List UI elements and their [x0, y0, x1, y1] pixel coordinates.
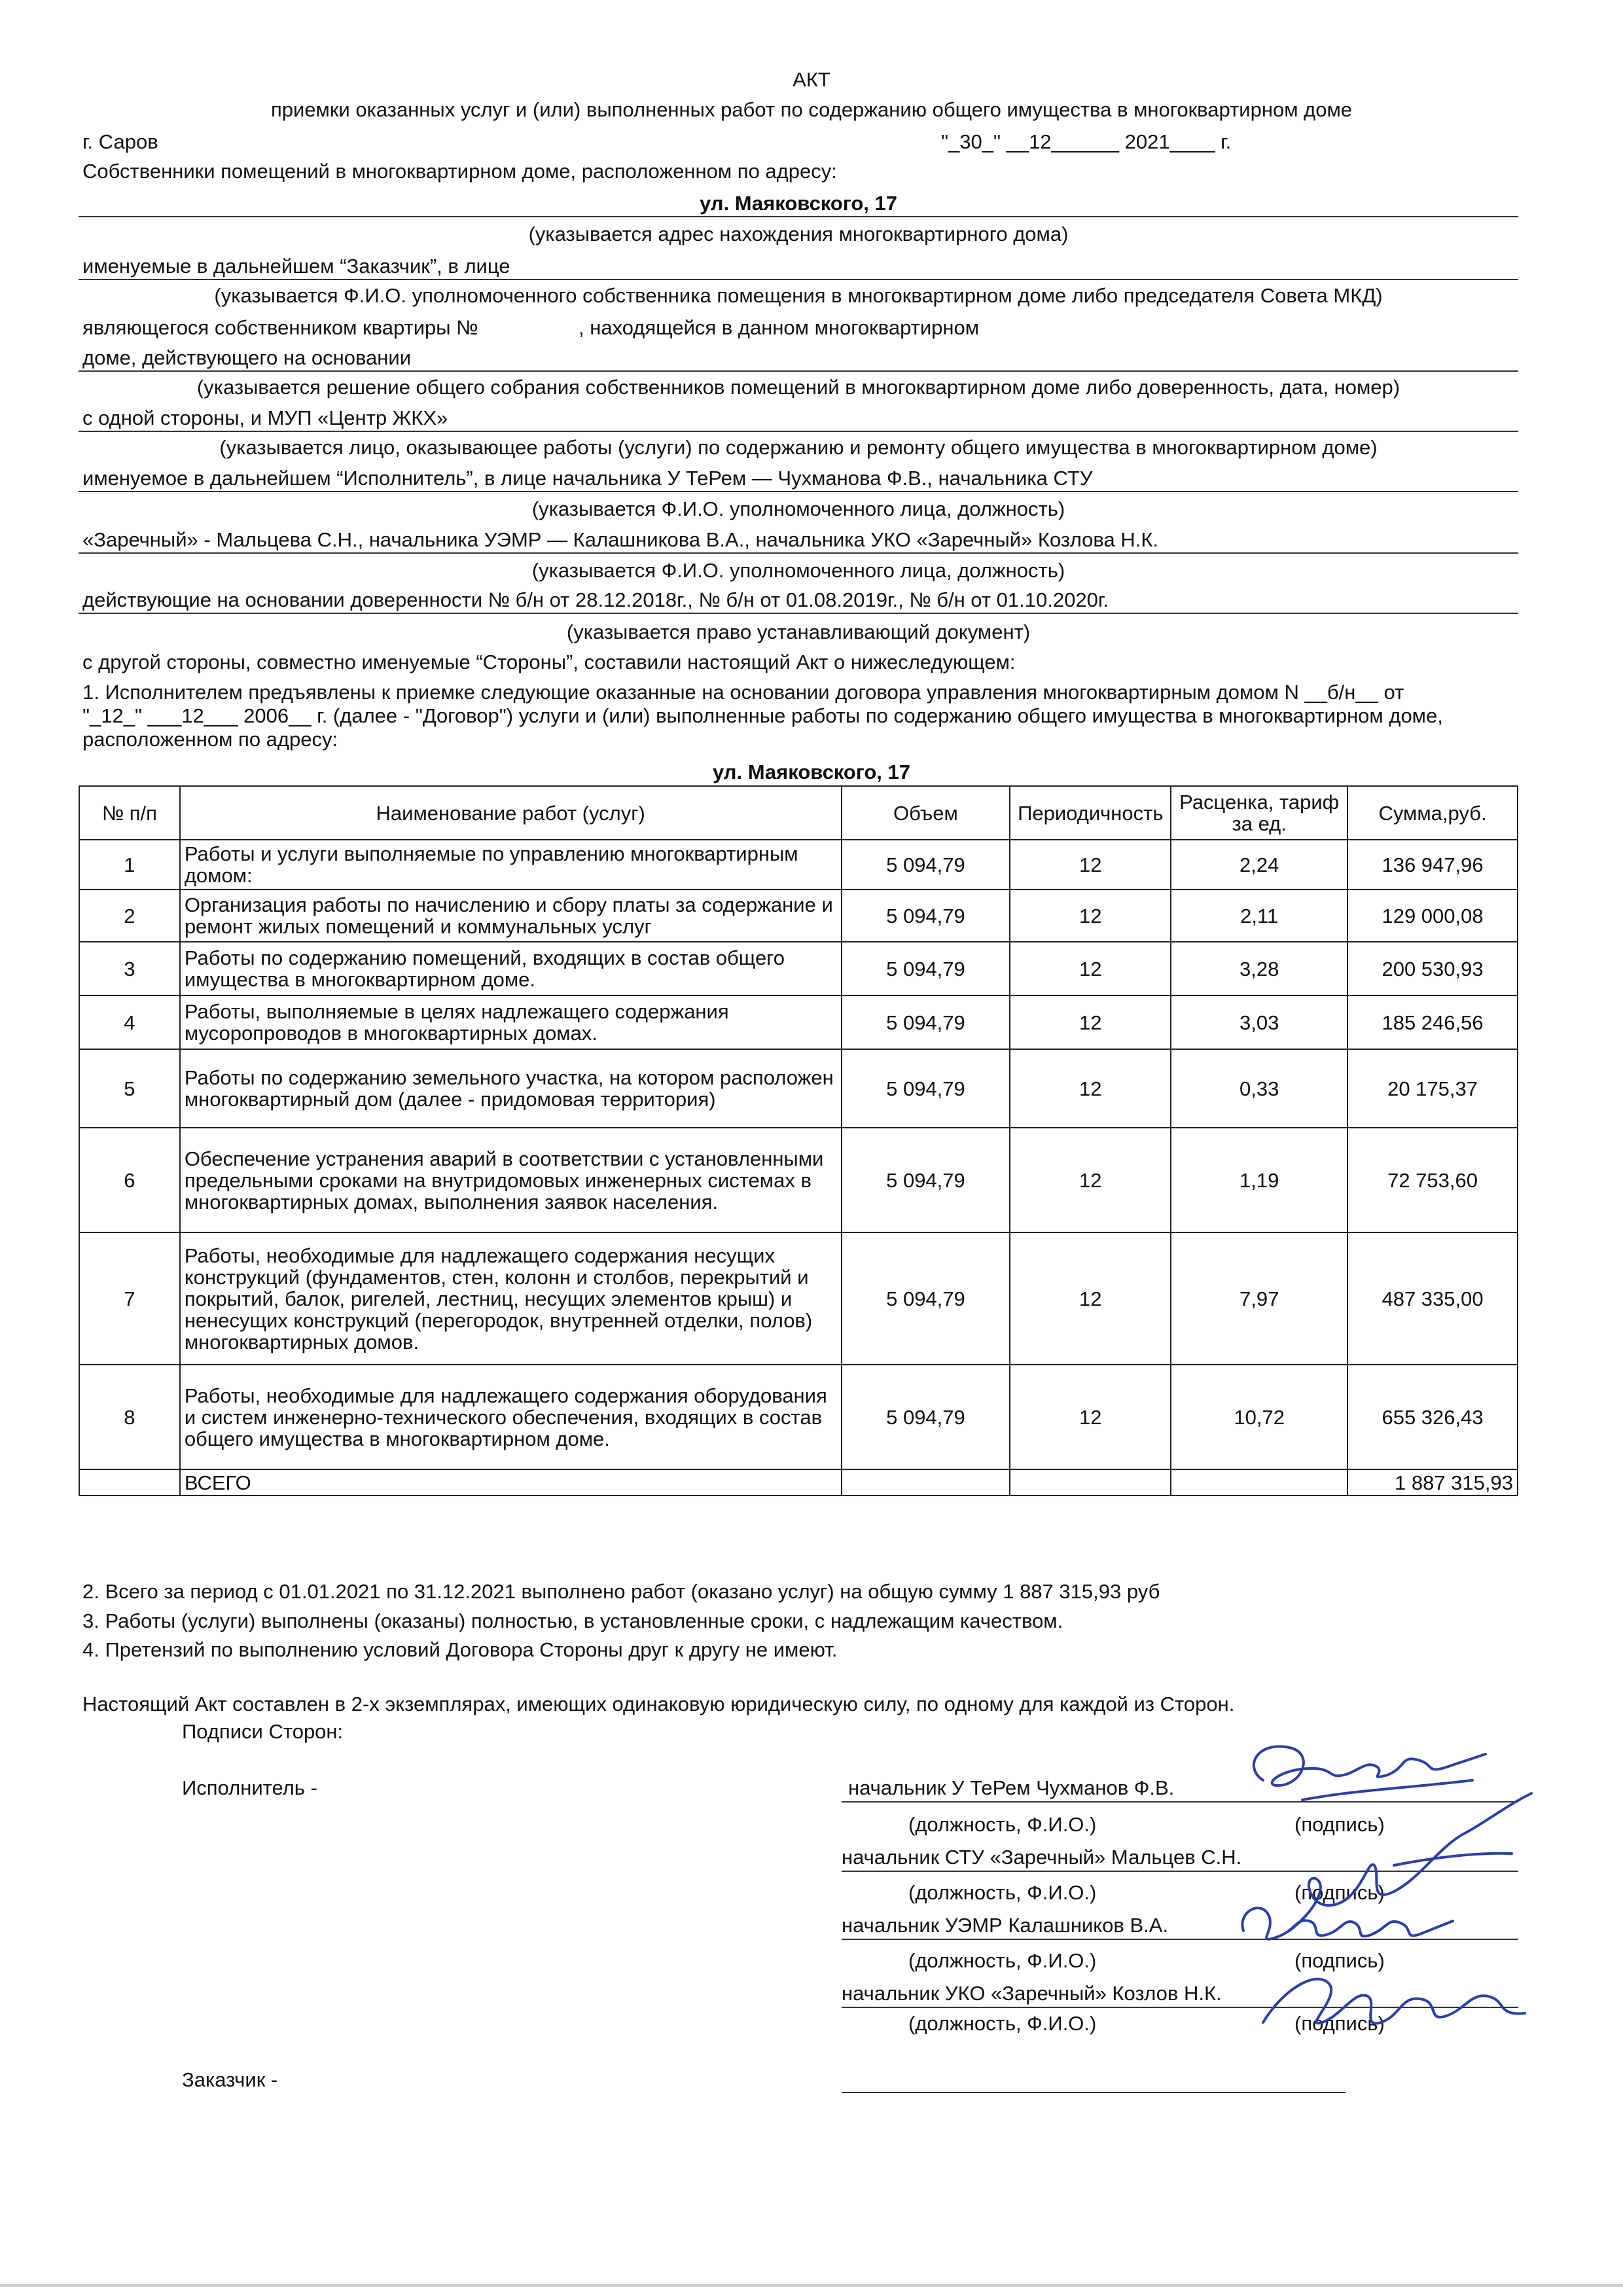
owners-intro: Собственники помещений в многоквартирном доме, расположенном по адресу:	[82, 160, 837, 183]
row-num: 4	[79, 996, 180, 1049]
executor-label: Исполнитель -	[182, 1776, 317, 1799]
row-name: Работы и услуги выполняемые по управлению многоквартирным домом:	[180, 840, 842, 889]
row-num: 8	[79, 1365, 180, 1469]
clause-4: 4. Претензий по выполнению условий Договора Стороны друг к другу не имеют.	[82, 1638, 838, 1661]
row-volume: 5 094,79	[842, 1232, 1010, 1365]
clause-1-line-2: "_12_" ___12___ 2006__ г. (далее - "Договор") услуги и (или) выполненные работы по содержанию общего имущества в многоквартирном доме,	[82, 704, 1443, 727]
row-period: 12	[1010, 1049, 1171, 1128]
divider	[79, 279, 1518, 280]
total-label: ВСЕГО	[180, 1469, 842, 1496]
row-volume: 5 094,79	[842, 942, 1010, 996]
table-header-row	[79, 786, 1518, 840]
row-sum: 72 753,60	[1347, 1128, 1518, 1232]
contractor-hint: (указывается лицо, оказывающее работы (услуги) по содержанию и ремонту общего имущества в многоквартирном доме)	[219, 436, 1378, 459]
total-empty	[842, 1469, 1010, 1496]
works-table	[79, 785, 1518, 1496]
contractor-line: с одной стороны, и МУП «Центр ЖКХ»	[82, 406, 448, 429]
handwritten-signature-3	[1230, 1885, 1466, 1957]
document-date: "_30_" __12______ 2021____ г.	[941, 130, 1232, 153]
row-name: Организация работы по начислению и сбору платы за содержание и ремонт жилых помещений и коммунальных услуг	[180, 889, 842, 942]
row-rate: 3,03	[1171, 996, 1347, 1049]
row-num: 7	[79, 1232, 180, 1365]
owner-line-a: являющегося собственником квартиры №	[82, 316, 478, 339]
divider	[79, 613, 1518, 614]
row-name: Работы, необходимые для надлежащего содержания оборудования и систем инженерно-технического обеспечения, входящих в состав общего имущества в многоквартирном доме.	[180, 1365, 842, 1469]
divider	[79, 491, 1518, 492]
row-num: 3	[79, 942, 180, 996]
row-rate: 10,72	[1171, 1365, 1347, 1469]
header-rate: Расценка, тариф за ед.	[1171, 786, 1347, 840]
table-row	[79, 1049, 1518, 1128]
city: г. Саров	[82, 130, 158, 153]
row-rate: 1,19	[1171, 1128, 1347, 1232]
signatures-title: Подписи Сторон:	[182, 1720, 344, 1743]
copies-note: Настоящий Акт составлен в 2-х экземплярах, имеющих одинаковую юридическую силу, по одному для каждой из Сторон.	[82, 1693, 1235, 1715]
customer-line: именуемые в дальнейшем “Заказчик”, в лице	[82, 255, 510, 278]
total-empty	[1171, 1469, 1347, 1496]
row-sum: 129 000,08	[1347, 889, 1518, 942]
clause-3: 3. Работы (услуги) выполнены (оказаны) полностью, в установленные сроки, с надлежащим качеством.	[82, 1609, 1063, 1632]
row-period: 12	[1010, 1232, 1171, 1365]
row-period: 12	[1010, 942, 1171, 996]
row-name: Работы, выполняемые в целях надлежащего содержания мусоропроводов в многоквартирных домах.	[180, 996, 842, 1049]
row-rate: 2,24	[1171, 840, 1347, 889]
header-volume: Объем	[842, 786, 1010, 840]
clause-2: 2. Всего за период с 01.01.2021 по 31.12.2021 выполнено работ (оказано услуг) на общую сумму 1 887 315,93 руб	[82, 1580, 1160, 1603]
total-row	[79, 1469, 1518, 1496]
row-rate: 3,28	[1171, 942, 1347, 996]
basis-hint: (указывается решение общего собрания собственников помещений в многоквартирном доме либо доверенность, дата, номер)	[196, 376, 1400, 399]
attorney-hint: (указывается право устанавливающий документ)	[566, 620, 1031, 643]
sign-hint: (подпись)	[1294, 1881, 1385, 1904]
row-rate: 0,33	[1171, 1049, 1347, 1128]
row-rate: 7,97	[1171, 1232, 1347, 1365]
divider	[79, 552, 1518, 554]
total-empty	[1010, 1469, 1171, 1496]
row-sum: 487 335,00	[1347, 1232, 1518, 1365]
divider	[79, 216, 1518, 217]
executor-line-2: «Заречный» - Мальцева С.Н., начальника УЭМР — Калашникова В.А., начальника УКО «Заречный» Козлова Н.К.	[82, 528, 1159, 551]
row-num: 2	[79, 889, 180, 942]
executor-hint-1: (указывается Ф.И.О. уполномоченного лица, должность)	[531, 497, 1065, 520]
executor-hint-2: (указывается Ф.И.О. уполномоченного лица, должность)	[531, 559, 1065, 582]
row-sum: 20 175,37	[1347, 1049, 1518, 1128]
sign-hint: (подпись)	[1294, 1813, 1385, 1836]
row-num: 1	[79, 840, 180, 889]
divider	[79, 431, 1518, 432]
total-sum: 1 887 315,93	[1347, 1469, 1518, 1496]
attorney-line: действующие на основании доверенности № б/н от 28.12.2018г., № б/н от 01.08.2019г., № б/н от 01.10.2020г.	[82, 588, 1109, 611]
table-row	[79, 1232, 1518, 1365]
table-row	[79, 1128, 1518, 1232]
customer-signature-line	[842, 2092, 1346, 2093]
row-period: 12	[1010, 996, 1171, 1049]
row-sum: 200 530,93	[1347, 942, 1518, 996]
address-hint: (указывается адрес нахождения многоквартирного дома)	[528, 223, 1069, 245]
row-name: Работы по содержанию помещений, входящих в состав общего имущества в многоквартирном доме.	[180, 942, 842, 996]
clause-1-address: ул. Маяковского, 17	[712, 761, 911, 783]
sign-hint: (подпись)	[1294, 1949, 1385, 1972]
customer-hint: (указывается Ф.И.О. уполномоченного собственника помещения в многоквартирном доме либо председателя Совета МКД)	[214, 284, 1383, 307]
clause-1-line-1: 1. Исполнителем предъявлены к приемке следующие оказанные на основании договора управления многоквартирным домом N __б/н__ от	[82, 681, 1404, 704]
row-num: 6	[79, 1128, 180, 1232]
table-row	[79, 942, 1518, 996]
row-num: 5	[79, 1049, 180, 1128]
document-subtitle: приемки оказанных услуг и (или) выполненных работ по содержанию общего имущества в многоквартирном доме	[270, 98, 1353, 121]
row-name: Работы по содержанию земельного участка, на котором расположен многоквартирный дом (далее - придомовая территория)	[180, 1049, 842, 1128]
row-volume: 5 094,79	[842, 1049, 1010, 1128]
divider	[79, 370, 1518, 372]
row-period: 12	[1010, 1365, 1171, 1469]
basis-line: доме, действующего на основании	[82, 346, 412, 369]
position-hint: (должность, Ф.И.О.)	[908, 1949, 1097, 1972]
signer-4: начальник УКО «Заречный» Козлов Н.К.	[842, 1982, 1222, 2005]
row-sum: 136 947,96	[1347, 840, 1518, 889]
position-hint: (должность, Ф.И.О.)	[908, 1881, 1097, 1904]
header-sum: Сумма,руб.	[1347, 786, 1518, 840]
signer-1: начальник У ТеРем Чухманов Ф.В.	[848, 1776, 1175, 1799]
row-volume: 5 094,79	[842, 1128, 1010, 1232]
customer-label: Заказчик -	[182, 2068, 278, 2091]
address: ул. Маяковского, 17	[699, 192, 898, 215]
handwritten-signature-4	[1243, 1950, 1544, 2049]
row-period: 12	[1010, 889, 1171, 942]
table-row	[79, 996, 1518, 1049]
row-volume: 5 094,79	[842, 1365, 1010, 1469]
owner-line-b: , находящейся в данном многоквартирном	[579, 316, 980, 339]
total-empty	[79, 1469, 180, 1496]
row-volume: 5 094,79	[842, 840, 1010, 889]
position-hint: (должность, Ф.И.О.)	[908, 2012, 1097, 2035]
row-period: 12	[1010, 1128, 1171, 1232]
sign-hint: (подпись)	[1294, 2012, 1385, 2035]
signer-2: начальник СТУ «Заречный» Мальцев С.Н.	[842, 1846, 1242, 1869]
sides-line: с другой стороны, совместно именуемые “Стороны”, составили настоящий Акт о нижеследующем:	[82, 651, 1016, 673]
header-num: № п/п	[79, 786, 180, 840]
row-sum: 655 326,43	[1347, 1365, 1518, 1469]
document-title: АКТ	[793, 68, 830, 91]
executor-line: именуемое в дальнейшем “Исполнитель”, в лице начальника У ТеРем — Чухманова Ф.В., начальника СТУ	[82, 467, 1093, 490]
row-name: Обеспечение устранения аварий в соответствии с установленными предельными сроками на внутридомовых инженерных системах в многоквартирных домах, выполнения заявок населения.	[180, 1128, 842, 1232]
row-volume: 5 094,79	[842, 996, 1010, 1049]
row-sum: 185 246,56	[1347, 996, 1518, 1049]
table-row	[79, 840, 1518, 889]
row-name: Работы, необходимые для надлежащего содержания несущих конструкций (фундаментов, стен, колонн и столбов, перекрытий и покрытий, балок, ригелей, лестниц, несущих элементов крыш) и ненесущих конструкций (перегородок, внутренней отделки, полов) многоквартирных домов.	[180, 1232, 842, 1365]
header-period: Периодичность	[1010, 786, 1171, 840]
header-name: Наименование работ (услуг)	[180, 786, 842, 840]
position-hint: (должность, Ф.И.О.)	[908, 1813, 1097, 1836]
row-rate: 2,11	[1171, 889, 1347, 942]
signer-3: начальник УЭМР Калашников В.А.	[842, 1914, 1169, 1937]
table-row	[79, 889, 1518, 942]
table-row	[79, 1365, 1518, 1469]
row-volume: 5 094,79	[842, 889, 1010, 942]
row-period: 12	[1010, 840, 1171, 889]
scan-edge	[0, 2284, 1623, 2287]
clause-1-line-3: расположенном по адресу:	[82, 728, 338, 751]
